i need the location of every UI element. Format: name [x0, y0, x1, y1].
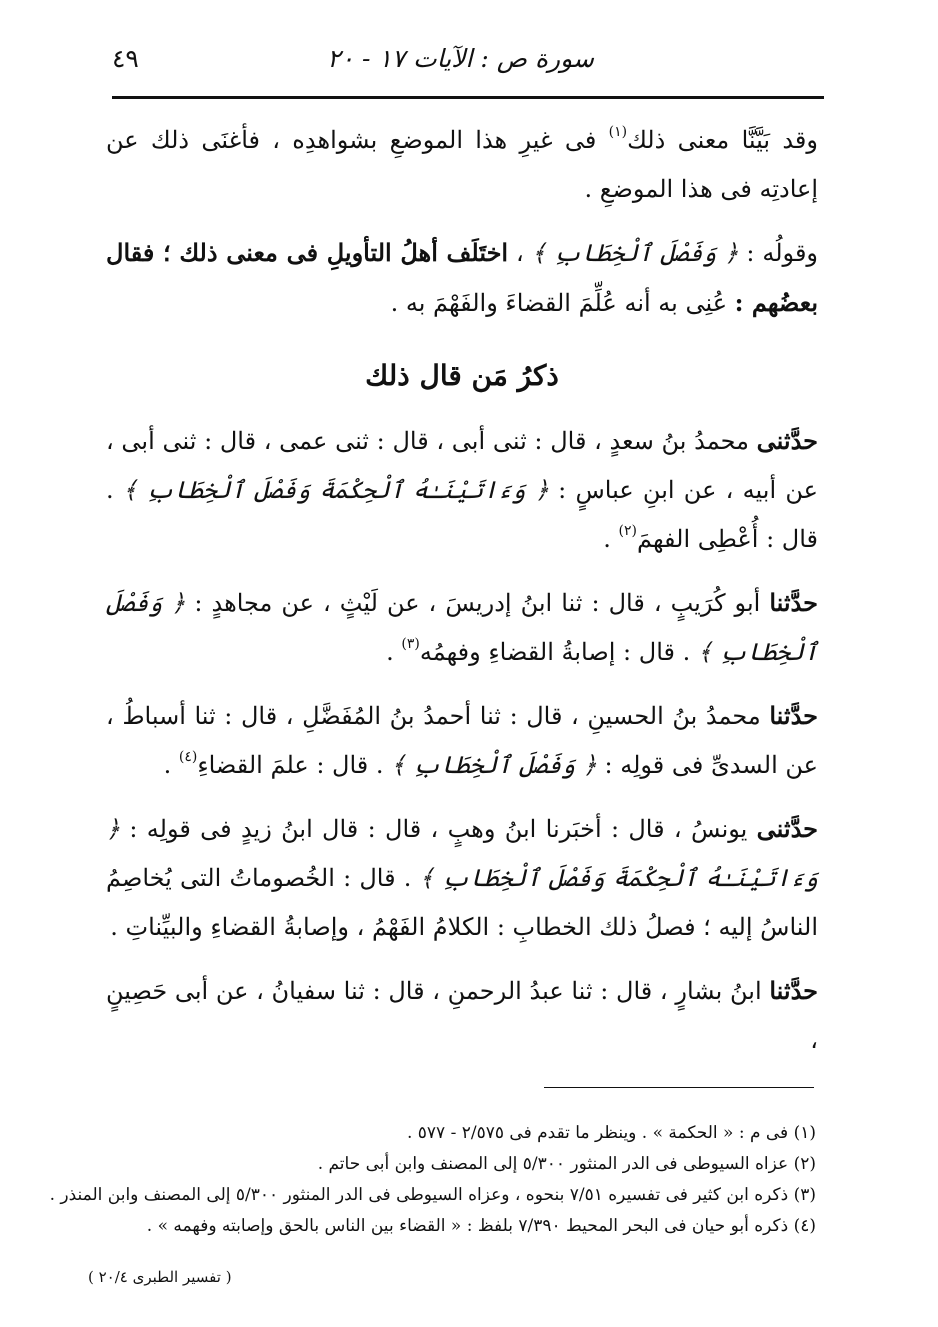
quran-quote: ﴿ وَفَصْلَ ٱلْخِطَابِ ﴾: [531, 239, 739, 267]
quran-quote: ﴿ وَفَصْلَ ٱلْخِطَابِ ﴾: [391, 751, 597, 779]
narration-3: [106, 691, 818, 790]
narration-lead: حدَّثنى: [756, 814, 818, 843]
footnote-3: (٣) ذكره ابن كثير فى تفسيره ٧/٥١ بنحوه ، وعزاه السيوطى فى الدر المنثور ٥/٣٠٠ إلى المصنف وابن المنذر .: [49, 1185, 816, 1205]
narration-text: أبو كُرَيبٍ ، قال : ثنا ابنُ إدريسَ ، عن لَيْثٍ ، عن مجاهدٍ :: [185, 589, 770, 617]
paragraph-text: وقد بَيَّنَّا معنى ذلك: [627, 126, 818, 154]
narration-text: يونسُ ، قال : أخبَرنا ابنُ وهبٍ ، قال : قال ابنُ زيدٍ فى قولِه :: [120, 815, 757, 843]
narration-2: [106, 578, 818, 677]
quran-quote: ﴿ وَفَصْلَ ٱلْخِطَابِ ﴾: [106, 589, 818, 666]
narration-text: . قال : أُعْطِى الفهمَ: [106, 476, 818, 553]
footnote-ref-4: (٤): [178, 749, 198, 765]
footnote-4: (٤) ذكره أبو حيان فى البحر المحيط ٧/٣٩٠ بلفظ : « القضاء بين الناس بالحق وإصابته وفهمه » .: [146, 1216, 816, 1236]
narration-lead: حدَّثنا: [769, 588, 818, 617]
narration-text: ابنُ بشارٍ ، قال : ثنا عبدُ الرحمنِ ، قال : ثنا سفيانُ ، عن أبى حَصِينٍ ،: [106, 977, 818, 1054]
running-head: [112, 44, 824, 84]
footnote-ref-1: (١): [608, 124, 628, 140]
page-number: ٤٩: [112, 44, 139, 73]
header-rule: [112, 96, 824, 99]
paragraph-2: [106, 228, 818, 328]
footnote-ref-2: (٢): [618, 523, 637, 539]
footnote-2: (٢) عزاه السيوطى فى الدر المنثور ٥/٣٠٠ إلى المصنف وابن أبى حاتم .: [317, 1154, 816, 1174]
narration-text: . قال : إصابةُ القضاءِ وفهمُه: [419, 638, 698, 666]
footnotes: [49, 1118, 816, 1242]
paragraph-text: وقولُه :: [738, 239, 819, 267]
paragraph-1: [106, 116, 818, 214]
narration-lead: حدَّثنى: [756, 426, 818, 455]
narration-end: .: [163, 751, 179, 779]
narration-text: محمدُ بنُ الحسينِ ، قال : ثنا أحمدُ بنُ المُفَضَّلِ ، قال : ثنا أسباطُ ، عن السدىِّ فى قولِه :: [106, 702, 818, 779]
narration-lead: حدَّثنا: [769, 701, 818, 730]
running-title: سورة ص : الآيات ١٧ - ٢٠: [327, 44, 594, 73]
paragraph-text: ،: [508, 239, 532, 267]
narration-end: .: [386, 638, 402, 666]
narration-5: [106, 966, 818, 1065]
footnote-rule: [544, 1087, 814, 1088]
narration-text: . قال : الخُصوماتُ التى يُخاصِمُ الناسُ إليه ؛ فصلُ ذلك الخطابِ : الكلامُ الفَهْمُ ، وإصابةُ القضاءِ والبيِّناتِ .: [106, 864, 818, 941]
footnote-1: (١) فى م : « الحكمة » . وينظر ما تقدم فى ٢/٥٧٥ - ٥٧٧ .: [406, 1123, 816, 1143]
quran-quote: ﴿ وَءَاتَيْنَـٰهُ ٱلْحِكْمَةَ وَفَصْلَ ٱلْخِطَابِ ﴾: [106, 815, 819, 892]
narration-end: .: [603, 525, 619, 553]
quran-quote: ﴿ وَءَاتَيْنَـٰهُ ٱلْحِكْمَةَ وَفَصْلَ ٱلْخِطَابِ ﴾: [122, 476, 549, 504]
paragraph-text: عُنِى به أنه عُلِّمَ القضاءَ والفَهْمَ به .: [390, 289, 735, 317]
narration-text: . قال : علمَ القضاءِ: [197, 751, 392, 779]
footnote-ref-3: (٣): [401, 636, 420, 652]
main-text: [106, 116, 818, 1079]
page-signature: ( تفسير الطبرى ٢٠/٤ ): [88, 1268, 232, 1286]
section-heading: ذكرُ مَن قال ذلك: [365, 359, 559, 392]
bold-phrase: اختَلَف أهلُ التأويلِ فى معنى ذلك ؛ فقال بعضُهم :: [106, 238, 818, 317]
narration-1: [106, 416, 818, 564]
narration-4: [106, 804, 818, 952]
narration-text: محمدُ بنُ سعدٍ ، قال : ثنى أبى ، قال : ثنى عمى ، قال : ثنى أبى ، عن أبيه ، عن ابنِ عباسٍ :: [106, 427, 818, 504]
paragraph-text: فى غيرِ هذا الموضعِ بشواهدِه ، فأغنَى ذلك عن إعادتِه فى هذا الموضعِ .: [106, 126, 818, 203]
narration-lead: حدَّثنا: [769, 976, 818, 1005]
